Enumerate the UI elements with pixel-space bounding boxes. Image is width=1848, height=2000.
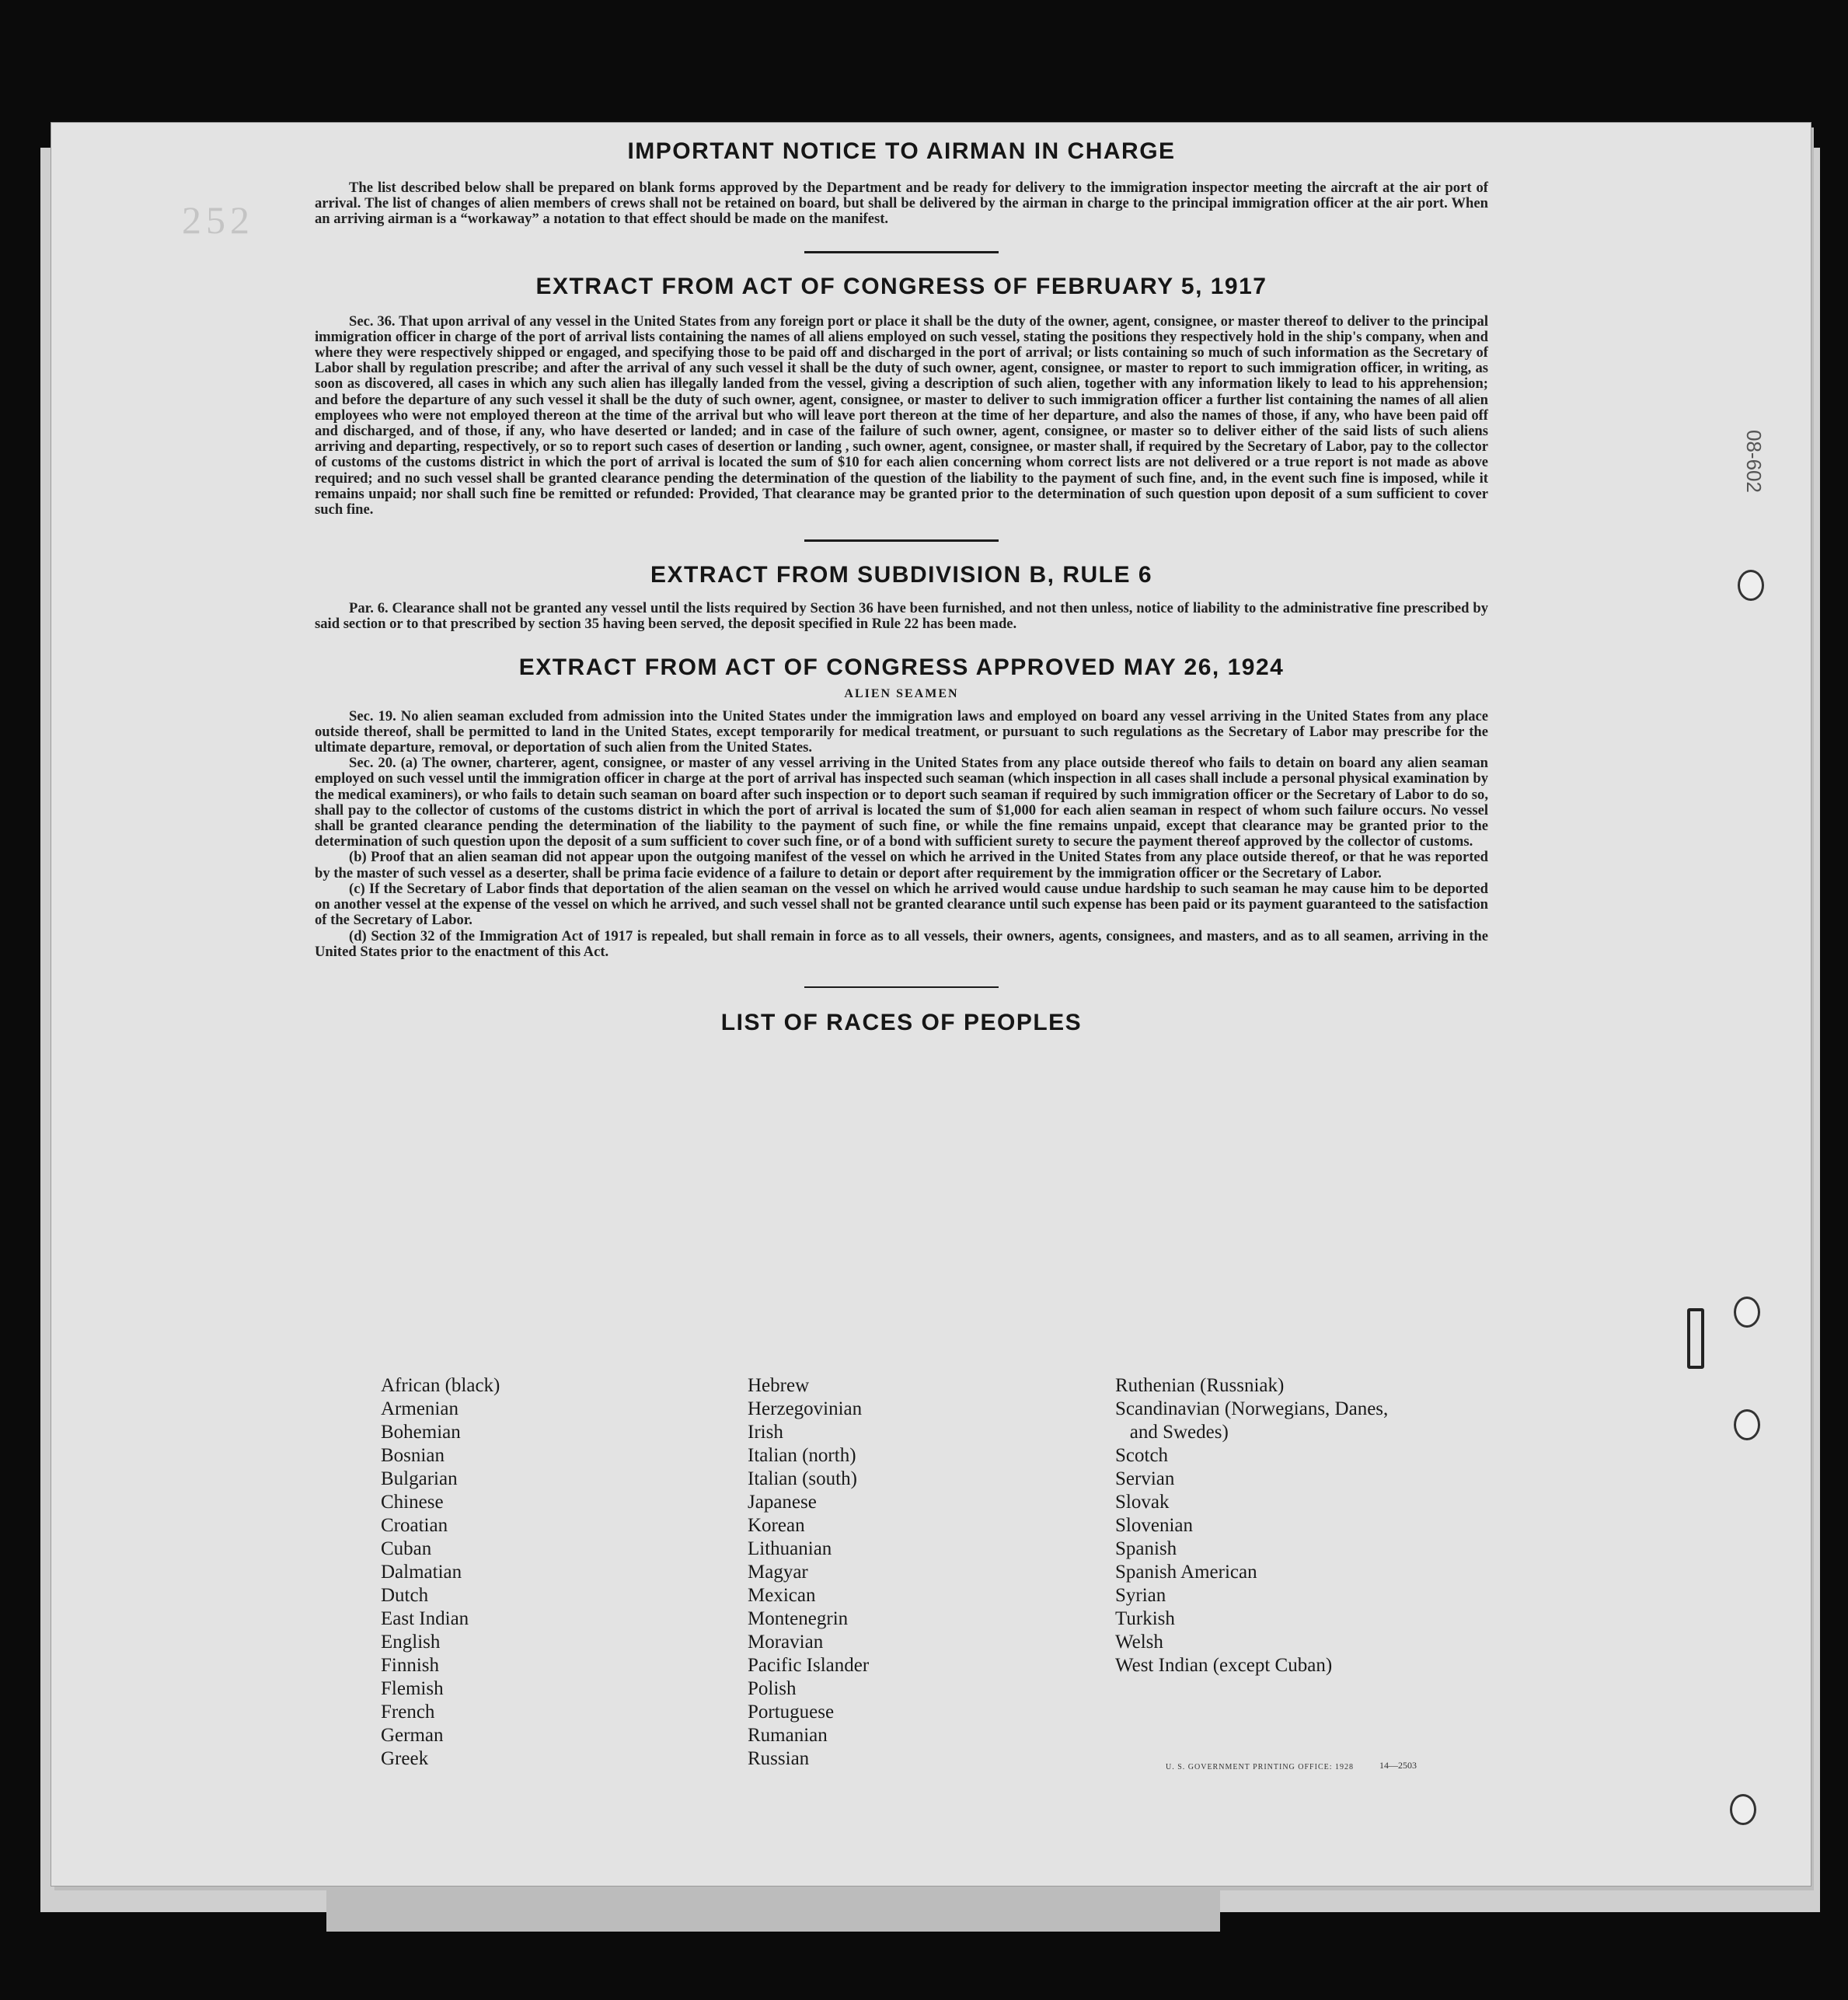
race-item: Moravian bbox=[748, 1632, 824, 1653]
race-item: Herzegovinian bbox=[748, 1398, 863, 1419]
race-item: Dalmatian bbox=[381, 1562, 462, 1583]
race-item: Montenegrin bbox=[748, 1608, 849, 1629]
race-item: Turkish bbox=[1115, 1608, 1175, 1629]
race-item: Magyar bbox=[748, 1562, 808, 1583]
race-item: Chinese bbox=[381, 1492, 444, 1513]
binder-ring-icon bbox=[1734, 1297, 1760, 1328]
race-item: and Swedes) bbox=[1115, 1422, 1229, 1443]
race-item: Cuban bbox=[381, 1538, 432, 1559]
race-item: Slovak bbox=[1115, 1492, 1170, 1513]
race-item: Scotch bbox=[1115, 1445, 1169, 1466]
binder-ring-icon bbox=[1734, 1409, 1760, 1440]
section-paragraph: Sec. 20. (a) The owner, charterer, agent, consignee, or master of any vessel arriving in the United States from any place outside thereof who fails to detain on board any alien seaman employed on such vessel until the immigration officer in charge at the port of arrival has inspected such seaman (which inspection in all cases shall include a personal physical examination by the medical examiners), or who fails to detain such seaman on board after such inspection or to deport such seaman if required by such immigration officer or the Secretary of Labor to do so, shall pay to the collector of customs of the customs district in which the port of arrival is located the sum of $1,000 for each alien seaman in respect of whom such failure occurs. No vessel shall be granted clearance pending the determination of the liability to the payment of such fine, or while the fine remains unpaid, except that clearance may be granted prior to the determination of such question upon the deposit of a sum sufficient to cover such fine, or of a bond with sufficient surety to secure the payment thereof approved by the collector of customs. bbox=[315, 755, 1488, 850]
act-1924-section bbox=[315, 654, 1488, 988]
section-paragraph: The list described below shall be prepared on blank forms approved by the Department and be ready for delivery to the immigration inspector meeting the aircraft at the air port of arrival. The list of changes of alien members of crews shall not be retained on board, but shall be delivered by the airman in charge to the principal immigration officer at the air port. When an arriving airman is a “workaway” a notation to that effect should be made on the manifest. bbox=[315, 180, 1488, 228]
race-item: English bbox=[381, 1632, 441, 1653]
race-item: Irish bbox=[748, 1422, 783, 1443]
race-item: Lithuanian bbox=[748, 1538, 832, 1559]
section-subtitle: ALIEN SEAMEN bbox=[844, 686, 959, 700]
race-item: German bbox=[381, 1725, 444, 1746]
race-item: Flemish bbox=[381, 1678, 444, 1699]
race-item: Servian bbox=[1115, 1468, 1175, 1489]
race-item: East Indian bbox=[381, 1608, 469, 1629]
race-item: African (black) bbox=[381, 1375, 500, 1396]
races-column bbox=[1115, 1374, 1388, 1677]
race-item: Portuguese bbox=[748, 1702, 835, 1723]
race-item: Japanese bbox=[748, 1492, 817, 1513]
race-item: Bulgarian bbox=[381, 1468, 458, 1489]
race-item: Scandinavian (Norwegians, Danes, bbox=[1115, 1398, 1389, 1419]
race-item: Slovenian bbox=[1115, 1515, 1193, 1536]
races-column bbox=[381, 1374, 500, 1771]
section-paragraph: Sec. 19. No alien seaman excluded from admission into the United States under the immigration laws and employed on board any vessel arriving in the United States from any place outside thereof, shall be permitted to land in the United States, except temporarily for medical treatment, or pursuant to such regulations as the Secretary of Labor may prescribe for the ultimate departure, removal, or deportation of such alien from the United States. bbox=[315, 707, 1488, 756]
race-item: Finnish bbox=[381, 1655, 440, 1676]
binder-ring-icon bbox=[1730, 1794, 1756, 1825]
race-item: Syrian bbox=[1115, 1585, 1166, 1606]
races-column bbox=[748, 1374, 869, 1771]
race-item: Mexican bbox=[748, 1585, 816, 1606]
section-divider bbox=[804, 539, 999, 542]
race-item: Spanish American bbox=[1115, 1562, 1257, 1583]
race-item: Pacific Islander bbox=[748, 1655, 870, 1676]
section-paragraph: Par. 6. Clearance shall not be granted any vessel until the lists required by Section 36 have been furnished, and not then unless, notice of liability to the administrative fine prescribed by said section or to that prescribed by section 35 having been served, the deposit specified in Rule 22 has been made. bbox=[315, 600, 1488, 633]
notice-section bbox=[315, 138, 1488, 253]
races-title: LIST OF RACES OF PEOPLES bbox=[720, 1009, 1083, 1035]
document-body bbox=[315, 138, 1488, 1036]
race-item: Croatian bbox=[381, 1515, 448, 1536]
race-item: Welsh bbox=[1115, 1632, 1163, 1653]
rule-6-section bbox=[315, 562, 1488, 632]
race-item: Italian (north) bbox=[748, 1445, 856, 1466]
section-divider bbox=[804, 986, 999, 988]
race-item: Bohemian bbox=[381, 1422, 461, 1443]
race-item: Hebrew bbox=[748, 1375, 810, 1396]
stamp-number: 252 bbox=[182, 198, 254, 242]
race-item: Bosnian bbox=[381, 1445, 445, 1466]
race-item: Polish bbox=[748, 1678, 797, 1699]
act-1917-section bbox=[315, 274, 1488, 543]
form-number: 14—2503 bbox=[1379, 1760, 1417, 1771]
race-item: Greek bbox=[381, 1748, 429, 1769]
race-item: Dutch bbox=[381, 1585, 429, 1606]
section-divider bbox=[804, 251, 999, 253]
section-paragraph: Sec. 36. That upon arrival of any vessel in the United States from any foreign port or place it shall be the duty of the owner, agent, consignee, or master thereof to deliver to the principal immigration officer in charge of the port of arrival lists containing the names of all aliens employed on such vessel, stating the positions they respectively hold in the ship's company, when and where they were respectively shipped or engaged, and specifying those to be paid off and discharged in the port of arrival; or lists containing so much of such information as the Secretary of Labor shall by regulation prescribe; and after the arrival of any such vessel it shall be the duty of such owner, agent, consignee, or master to report to such immigration officer, in writing, as soon as discovered, all cases in which any such alien has illegally landed from the vessel, giving a description of such alien, together with any information likely to lead to his apprehension; and before the departure of any such vessel it shall be the duty of such owner, agent, consignee, or master to deliver to such immigration officer a further list containing the names of all alien employees who were not employed thereon at the time of the arrival but who will leave port thereon at the time of her departure, and also the names of those, if any, who have been paid off and discharged, and of those, if any, who have deserted or landed; and in case of the failure of such owner, agent, consignee, or master so to deliver either of the said lists of such aliens arriving and departing, respectively, or so to report such cases of desertion or landing , such owner, agent, consignee, or master shall, if required by the Secretary of Labor, pay to the collector of customs of the customs district in which the port of arrival is located the sum of $10 for each alien concerning whom correct lists are not delivered or a true report is not made as above required; and no such vessel shall be granted clearance pending the determination of the question of the liability to the payment of such fine, and, in the event such fine is imposed, while it remains unpaid; nor shall such fine be remitted or refunded: Provided, That clearance may be granted prior to the determination of such question upon deposit of a sum sufficient to cover such fine. bbox=[315, 312, 1488, 518]
race-item: Armenian bbox=[381, 1398, 459, 1419]
section-paragraph: (c) If the Secretary of Labor finds that deportation of the alien seaman on the vessel on which he arrived would cause undue hardship to such seaman he may cause him to be deported on another vessel at the expense of the vessel on which he arrived, and such vessel shall not be granted clearance until such expense has been paid or its payment guaranteed to the satisfaction of the Secretary of Labor. bbox=[315, 880, 1488, 929]
section-title: EXTRACT FROM ACT OF CONGRESS APPROVED MAY 26, 1924 bbox=[518, 654, 1285, 680]
printer-imprint: U. S. GOVERNMENT PRINTING OFFICE: 1928 bbox=[1166, 1763, 1354, 1771]
race-item: Korean bbox=[748, 1515, 805, 1536]
section-title: EXTRACT FROM ACT OF CONGRESS OF FEBRUARY 5, 1917 bbox=[535, 273, 1267, 299]
section-title: IMPORTANT NOTICE TO AIRMAN IN CHARGE bbox=[627, 138, 1176, 164]
margin-annotation: 08-602 bbox=[1742, 430, 1766, 493]
race-item: Italian (south) bbox=[748, 1468, 857, 1489]
section-paragraph: (b) Proof that an alien seaman did not appear upon the outgoing manifest of the vessel on which he arrived in the United States from any place outside thereof, or that he was reported by the master of such vessel as a deserter, shall be prima facie evidence of a failure to detain or deport after requirement by the immigration officer or the Secretary of Labor. bbox=[315, 849, 1488, 881]
race-item: Russian bbox=[748, 1748, 810, 1769]
race-item: Spanish bbox=[1115, 1538, 1177, 1559]
race-item: Rumanian bbox=[748, 1725, 828, 1746]
binder-clip-icon bbox=[1687, 1308, 1704, 1369]
race-item: West Indian (except Cuban) bbox=[1115, 1655, 1333, 1676]
race-item: Ruthenian (Russniak) bbox=[1115, 1375, 1285, 1396]
section-paragraph: (d) Section 32 of the Immigration Act of 1917 is repealed, but shall remain in force as to all vessels, their owners, agents, consignees, and masters, and as to all seamen, arriving in the United States prior to the enactment of this Act. bbox=[315, 927, 1488, 960]
binder-ring-icon bbox=[1738, 570, 1764, 601]
race-item: French bbox=[381, 1702, 435, 1723]
section-title: EXTRACT FROM SUBDIVISION B, RULE 6 bbox=[650, 562, 1153, 588]
